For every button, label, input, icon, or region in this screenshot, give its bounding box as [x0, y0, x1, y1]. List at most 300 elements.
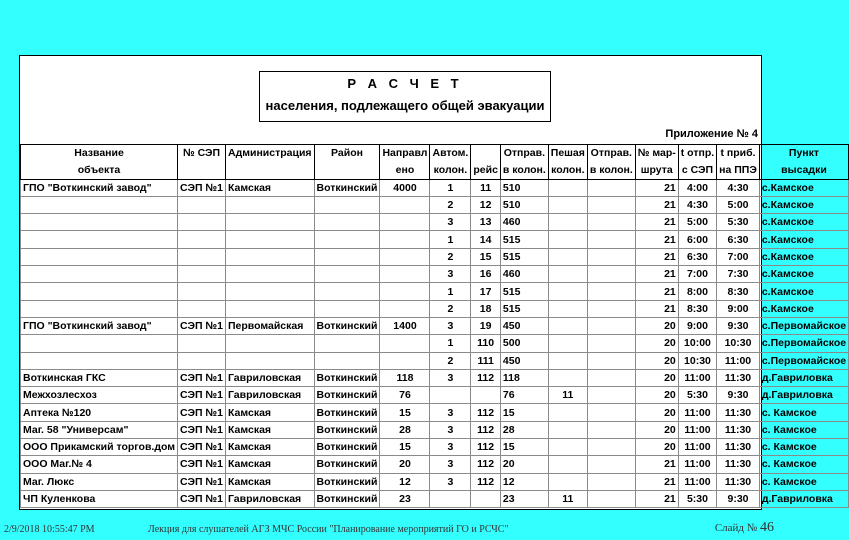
- table-cell: [178, 352, 226, 369]
- table-cell: с. Камское: [759, 439, 848, 456]
- table-cell: 11:30: [717, 369, 760, 386]
- table-row: [21, 473, 849, 490]
- column-header: рейс: [471, 162, 501, 179]
- table-cell: [21, 231, 178, 248]
- table-cell: с. Камское: [759, 404, 848, 421]
- table-cell: Воткинский: [314, 387, 380, 404]
- table-cell: 510: [500, 179, 548, 196]
- table-cell: Первомайская: [225, 317, 314, 334]
- table-cell: 3: [430, 317, 471, 334]
- table-cell: [430, 387, 471, 404]
- table-cell: [587, 231, 635, 248]
- slide-label: Слайд №: [714, 522, 758, 534]
- table-row: [21, 352, 849, 369]
- column-header: на ППЭ: [717, 162, 760, 179]
- table-cell: 112: [471, 473, 501, 490]
- table-cell: 7:00: [717, 248, 760, 265]
- table-cell: ООО Прикамский торгов.дом: [21, 439, 178, 456]
- table-cell: 16: [471, 266, 501, 283]
- table-cell: 3: [430, 404, 471, 421]
- table-cell: [587, 369, 635, 386]
- column-header: Отправ.: [587, 145, 635, 162]
- table-cell: 20: [635, 352, 678, 369]
- table-cell: СЭП №1: [178, 439, 226, 456]
- table-cell: СЭП №1: [178, 179, 226, 196]
- table-cell: [548, 248, 587, 265]
- table-cell: 6:30: [678, 248, 716, 265]
- table-cell: [21, 300, 178, 317]
- table-cell: 3: [430, 473, 471, 490]
- table-cell: [548, 439, 587, 456]
- table-cell: 20: [635, 369, 678, 386]
- table-cell: [587, 179, 635, 196]
- table-cell: 111: [471, 352, 501, 369]
- table-cell: 9:30: [717, 387, 760, 404]
- table-cell: 11:30: [717, 439, 760, 456]
- table-cell: [380, 266, 430, 283]
- table-cell: [587, 352, 635, 369]
- table-cell: [314, 266, 380, 283]
- table-cell: 20: [635, 335, 678, 352]
- title-box: [259, 71, 551, 122]
- table-cell: Камская: [225, 179, 314, 196]
- table-cell: 112: [471, 421, 501, 438]
- table-cell: [548, 214, 587, 231]
- table-cell: 1400: [380, 317, 430, 334]
- table-cell: 1: [430, 231, 471, 248]
- table-cell: 510: [500, 196, 548, 213]
- column-header: Отправ.: [500, 145, 548, 162]
- table-cell: [380, 196, 430, 213]
- table-cell: 10:30: [717, 335, 760, 352]
- table-cell: с.Камское: [759, 179, 848, 196]
- table-cell: [587, 473, 635, 490]
- table-cell: 15: [500, 439, 548, 456]
- table-cell: 21: [635, 231, 678, 248]
- table-cell: 2: [430, 196, 471, 213]
- column-header: в колон.: [587, 162, 635, 179]
- table-cell: [548, 369, 587, 386]
- table-cell: [380, 352, 430, 369]
- table-cell: 515: [500, 231, 548, 248]
- table-cell: 460: [500, 266, 548, 283]
- table-cell: с.Камское: [759, 214, 848, 231]
- table-cell: 21: [635, 283, 678, 300]
- table-header-row: [21, 162, 849, 179]
- table-cell: 21: [635, 248, 678, 265]
- table-cell: 23: [500, 490, 548, 507]
- table-cell: 21: [635, 300, 678, 317]
- table-cell: 6:30: [717, 231, 760, 248]
- table-cell: 9:00: [678, 317, 716, 334]
- table-cell: 21: [635, 456, 678, 473]
- table-cell: 2: [430, 352, 471, 369]
- table-cell: с. Камское: [759, 473, 848, 490]
- table-cell: 5:30: [678, 387, 716, 404]
- table-cell: [225, 231, 314, 248]
- table-cell: ГПО "Воткинский завод": [21, 179, 178, 196]
- table-cell: 9:30: [717, 317, 760, 334]
- table-cell: [548, 266, 587, 283]
- table-cell: [430, 490, 471, 507]
- table-cell: с.Камское: [759, 231, 848, 248]
- column-header: Название: [21, 145, 178, 162]
- table-cell: [548, 421, 587, 438]
- table-cell: СЭП №1: [178, 456, 226, 473]
- table-cell: 20: [380, 456, 430, 473]
- table-cell: [314, 335, 380, 352]
- table-cell: СЭП №1: [178, 473, 226, 490]
- table-cell: [21, 196, 178, 213]
- table-cell: 5:30: [678, 490, 716, 507]
- table-cell: 5:30: [717, 214, 760, 231]
- table-cell: с. Камское: [759, 456, 848, 473]
- table-cell: [314, 352, 380, 369]
- table-cell: [178, 300, 226, 317]
- table-row: [21, 317, 849, 334]
- table-cell: [225, 214, 314, 231]
- column-header: высадки: [759, 162, 848, 179]
- table-cell: Камская: [225, 439, 314, 456]
- table-cell: 14: [471, 231, 501, 248]
- table-cell: Камская: [225, 473, 314, 490]
- table-cell: 76: [500, 387, 548, 404]
- table-cell: [471, 490, 501, 507]
- table-cell: 118: [500, 369, 548, 386]
- table-cell: ЧП Куленкова: [21, 490, 178, 507]
- table-cell: 11:30: [717, 473, 760, 490]
- table-cell: Камская: [225, 456, 314, 473]
- column-header: t отпр.: [678, 145, 716, 162]
- table-cell: [314, 248, 380, 265]
- table-cell: 20: [635, 404, 678, 421]
- table-row: [21, 490, 849, 507]
- table-cell: СЭП №1: [178, 387, 226, 404]
- column-header: [178, 162, 226, 179]
- table-cell: [587, 421, 635, 438]
- table-cell: с.Первомайское: [759, 335, 848, 352]
- table-cell: [380, 335, 430, 352]
- table-cell: [548, 179, 587, 196]
- table-cell: 8:30: [678, 300, 716, 317]
- table-cell: 2: [430, 248, 471, 265]
- table-row: [21, 248, 849, 265]
- table-cell: с.Первомайское: [759, 352, 848, 369]
- table-cell: [548, 352, 587, 369]
- table-cell: [548, 456, 587, 473]
- evacuation-table: [20, 144, 849, 508]
- table-cell: 6:00: [678, 231, 716, 248]
- table-cell: с. Камское: [759, 421, 848, 438]
- table-cell: СЭП №1: [178, 369, 226, 386]
- table-cell: СЭП №1: [178, 404, 226, 421]
- table-cell: д.Гавриловка: [759, 387, 848, 404]
- table-cell: 21: [635, 179, 678, 196]
- table-cell: Воткинский: [314, 421, 380, 438]
- table-cell: 28: [380, 421, 430, 438]
- table-cell: Воткинский: [314, 179, 380, 196]
- table-cell: [587, 300, 635, 317]
- table-cell: 112: [471, 456, 501, 473]
- table-cell: [178, 231, 226, 248]
- table-cell: [548, 283, 587, 300]
- table-cell: [21, 266, 178, 283]
- table-cell: 112: [471, 369, 501, 386]
- table-cell: [178, 283, 226, 300]
- table-cell: [548, 300, 587, 317]
- table-cell: 3: [430, 456, 471, 473]
- table-cell: 515: [500, 283, 548, 300]
- table-cell: 20: [635, 439, 678, 456]
- table-cell: [471, 387, 501, 404]
- table-cell: [225, 266, 314, 283]
- table-cell: Камская: [225, 404, 314, 421]
- column-header: шрута: [635, 162, 678, 179]
- table-cell: [314, 196, 380, 213]
- table-cell: 11:00: [678, 439, 716, 456]
- table-cell: [380, 300, 430, 317]
- table-cell: [225, 283, 314, 300]
- table-cell: 5:00: [678, 214, 716, 231]
- table-row: [21, 369, 849, 386]
- table-cell: Камская: [225, 421, 314, 438]
- table-cell: [587, 317, 635, 334]
- table-cell: [587, 248, 635, 265]
- table-cell: [225, 335, 314, 352]
- table-cell: [225, 196, 314, 213]
- table-cell: [178, 248, 226, 265]
- table-cell: 3: [430, 439, 471, 456]
- table-cell: [380, 231, 430, 248]
- table-cell: 76: [380, 387, 430, 404]
- table-cell: [587, 283, 635, 300]
- table-cell: СЭП №1: [178, 490, 226, 507]
- table-cell: 1: [430, 335, 471, 352]
- table-cell: Воткинский: [314, 404, 380, 421]
- table-cell: 21: [635, 266, 678, 283]
- table-cell: 112: [471, 404, 501, 421]
- table-cell: [178, 266, 226, 283]
- table-row: [21, 266, 849, 283]
- table-cell: 7:30: [717, 266, 760, 283]
- column-header: объекта: [21, 162, 178, 179]
- table-cell: [548, 335, 587, 352]
- table-header-row: [21, 145, 849, 162]
- table-cell: 28: [500, 421, 548, 438]
- table-cell: [587, 456, 635, 473]
- table-cell: 460: [500, 214, 548, 231]
- column-header: Направл: [380, 145, 430, 162]
- table-row: [21, 214, 849, 231]
- table-cell: [587, 439, 635, 456]
- table-cell: [314, 231, 380, 248]
- table-cell: 112: [471, 439, 501, 456]
- column-header: Пункт: [759, 145, 848, 162]
- table-cell: 7:00: [678, 266, 716, 283]
- table-cell: 9:00: [717, 300, 760, 317]
- table-cell: с.Первомайское: [759, 317, 848, 334]
- column-header: с СЭП: [678, 162, 716, 179]
- table-cell: 11:00: [717, 352, 760, 369]
- table-cell: 21: [635, 473, 678, 490]
- table-cell: 4:00: [678, 179, 716, 196]
- table-row: [21, 439, 849, 456]
- column-header: [225, 162, 314, 179]
- table-cell: [225, 352, 314, 369]
- table-cell: Воткинский: [314, 317, 380, 334]
- table-cell: с.Камское: [759, 266, 848, 283]
- column-header: t приб.: [717, 145, 760, 162]
- column-header: колон.: [548, 162, 587, 179]
- table-cell: СЭП №1: [178, 421, 226, 438]
- table-cell: 20: [635, 421, 678, 438]
- table-cell: [225, 248, 314, 265]
- table-cell: 11:30: [717, 456, 760, 473]
- table-cell: 23: [380, 490, 430, 507]
- table-cell: 4:30: [678, 196, 716, 213]
- table-cell: 11:00: [678, 456, 716, 473]
- table-cell: [21, 335, 178, 352]
- table-cell: ООО Маг.№ 4: [21, 456, 178, 473]
- column-header: [471, 145, 501, 162]
- table-cell: [178, 196, 226, 213]
- table-cell: 21: [635, 214, 678, 231]
- footer-slide-number: [715, 520, 774, 536]
- table-cell: 8:30: [717, 283, 760, 300]
- table-row: [21, 456, 849, 473]
- table-cell: д.Гавриловка: [759, 490, 848, 507]
- table-cell: Маг. 58 "Универсам": [21, 421, 178, 438]
- table-row: [21, 387, 849, 404]
- title-heading: Р А С Ч Е Т: [347, 76, 463, 91]
- table-cell: 11: [471, 179, 501, 196]
- table-cell: 18: [471, 300, 501, 317]
- column-header: колон.: [430, 162, 471, 179]
- table-cell: 4000: [380, 179, 430, 196]
- table-cell: 8:00: [678, 283, 716, 300]
- table-cell: 4:30: [717, 179, 760, 196]
- table-cell: 10:30: [678, 352, 716, 369]
- table-cell: 118: [380, 369, 430, 386]
- table-cell: 15: [380, 439, 430, 456]
- table-cell: 12: [500, 473, 548, 490]
- table-cell: 515: [500, 248, 548, 265]
- table-row: [21, 196, 849, 213]
- table-cell: 17: [471, 283, 501, 300]
- table-cell: Аптека №120: [21, 404, 178, 421]
- table-cell: Воткинский: [314, 490, 380, 507]
- table-cell: 21: [635, 196, 678, 213]
- table-cell: 20: [635, 387, 678, 404]
- table-cell: 10:00: [678, 335, 716, 352]
- table-cell: 11:00: [678, 421, 716, 438]
- table-cell: [587, 266, 635, 283]
- table-cell: СЭП №1: [178, 317, 226, 334]
- table-cell: [587, 387, 635, 404]
- table-cell: [314, 300, 380, 317]
- table-cell: 20: [500, 456, 548, 473]
- table-cell: 11:00: [678, 404, 716, 421]
- column-header: № СЭП: [178, 145, 226, 162]
- table-cell: 9:30: [717, 490, 760, 507]
- table-cell: [314, 283, 380, 300]
- table-cell: Гавриловская: [225, 490, 314, 507]
- table-row: [21, 404, 849, 421]
- table-cell: 15: [380, 404, 430, 421]
- column-header: Пешая: [548, 145, 587, 162]
- table-row: [21, 300, 849, 317]
- table-cell: [225, 300, 314, 317]
- table-cell: [21, 352, 178, 369]
- table-cell: д.Гавриловка: [759, 369, 848, 386]
- table-cell: 19: [471, 317, 501, 334]
- table-cell: с.Камское: [759, 300, 848, 317]
- table-cell: 500: [500, 335, 548, 352]
- table-cell: [178, 335, 226, 352]
- table-cell: 11: [548, 490, 587, 507]
- table-cell: 13: [471, 214, 501, 231]
- table-cell: 110: [471, 335, 501, 352]
- table-cell: Воткинский: [314, 369, 380, 386]
- table-cell: с.Камское: [759, 283, 848, 300]
- table-cell: Воткинский: [314, 439, 380, 456]
- column-header: Администрация: [225, 145, 314, 162]
- table-cell: 450: [500, 317, 548, 334]
- slide-number: 46: [760, 520, 774, 535]
- table-cell: Гавриловская: [225, 369, 314, 386]
- table-row: [21, 335, 849, 352]
- table-cell: Воткинская ГКС: [21, 369, 178, 386]
- column-header: ено: [380, 162, 430, 179]
- column-header: № мар-: [635, 145, 678, 162]
- table-cell: [314, 214, 380, 231]
- column-header: Автом.: [430, 145, 471, 162]
- table-row: [21, 179, 849, 196]
- table-cell: Межхозлесхоз: [21, 387, 178, 404]
- table-cell: [548, 473, 587, 490]
- table-cell: 12: [380, 473, 430, 490]
- table-cell: с.Камское: [759, 196, 848, 213]
- table-cell: 15: [500, 404, 548, 421]
- table-cell: ГПО "Воткинский завод": [21, 317, 178, 334]
- table-cell: Гавриловская: [225, 387, 314, 404]
- table-cell: [380, 214, 430, 231]
- table-cell: [548, 231, 587, 248]
- table-cell: 20: [635, 317, 678, 334]
- table-cell: [587, 404, 635, 421]
- table-cell: с.Камское: [759, 248, 848, 265]
- appendix-label: Приложение № 4: [665, 128, 758, 140]
- table-cell: 3: [430, 214, 471, 231]
- table-cell: 450: [500, 352, 548, 369]
- table-cell: 15: [471, 248, 501, 265]
- table-cell: [548, 196, 587, 213]
- table-cell: [21, 248, 178, 265]
- table-cell: [380, 248, 430, 265]
- table-row: [21, 421, 849, 438]
- column-header: Район: [314, 145, 380, 162]
- table-cell: 11: [548, 387, 587, 404]
- title-subheading: населения, подлежащего общей эвакуации: [265, 98, 545, 113]
- column-header: [314, 162, 380, 179]
- evacuation-sheet: [19, 55, 847, 510]
- table-cell: 3: [430, 369, 471, 386]
- table-cell: [587, 335, 635, 352]
- table-cell: [587, 196, 635, 213]
- table-row: [21, 283, 849, 300]
- footer-datetime: 2/9/2018 10:55:47 PM: [4, 524, 95, 535]
- table-cell: [21, 283, 178, 300]
